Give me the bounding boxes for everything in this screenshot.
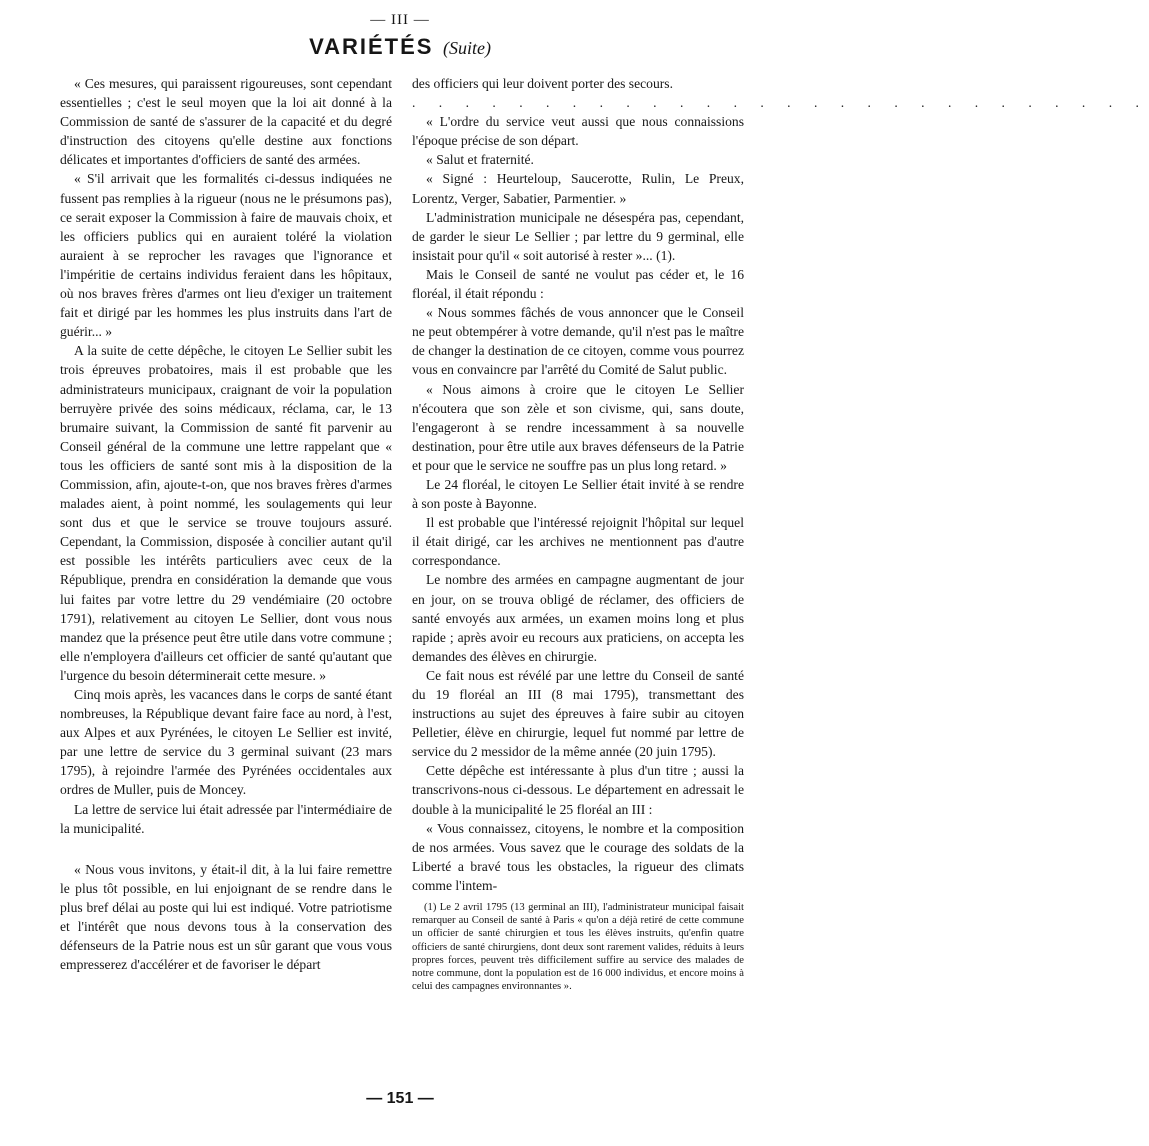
paragraph: Cinq mois après, les vacances dans le corps de santé étant nombreuses, la République devant faire face au nord, à l'est, aux Alpes et aux Pyrénées, le citoyen Le Sellier est invité, par une lettre de service du 3 germinal suivant (23 mars 1795), à rejoindre l'armée des Pyrénées occidentales aux ordres de Muller, puis de Moncey.: [60, 687, 392, 798]
paragraph: « L'ordre du service veut aussi que nous connaissions l'époque précise de son départ.: [412, 114, 744, 149]
paragraph: « Vous connaissez, citoyens, le nombre et la composition de nos armées. Vous savez que le courage des soldats de la Liberté a bravé tous les obstacles, la rigueur des climats comme l'intem-: [412, 820, 744, 893]
footnote-text: (1) Le 2 avril 1795 (13 germinal an III), l'administrateur municipal faisait remarquer au Conseil de santé à Paris « qu'on a déjà retiré de cette commune un officier de santé chirurgien et tous les élèves instruits, qu'enfin quatre officiers de santé chirurgiens, dont deux sont rarement valides, réduits à leurs propres forces, peuvent très difficilement suffire au service des malades de notre commune, dont la population est de 16 000 individus, et encore moins à celui des campagnes environnantes ».: [412, 902, 744, 993]
page-number: — 151 —: [366, 1090, 434, 1107]
paragraph: « Nous sommes fâchés de vous annoncer que le Conseil ne peut obtempérer à votre demande, qu'il n'est pas le maître de changer la destination de ce citoyen, comme vous pourrez vous en convaincre par l'arrêté du Comité de Salut public.: [412, 305, 744, 378]
footnote: [412, 901, 744, 993]
paragraph: La lettre de service lui était adressée par l'intermédiaire de la municipalité.: [60, 801, 392, 836]
paragraph: « Salut et fraternité.: [426, 152, 534, 168]
title-subtitle: (Suite): [442, 38, 491, 58]
paragraph: « Nous aimons à croire que le citoyen Le Sellier n'écoutera que son zèle et son civisme, qui, sans doute, l'engageront à se rendre incessamment à sa nouvelle destination, pour être utile aux braves défenseurs de la Patrie et pour que le service ne souffre pas un plus long retard. »: [412, 381, 744, 473]
paragraph: « Ces mesures, qui paraissent rigoureuses, sont cependant essentielles ; c'est le seul moyen que la loi ait donné à la Commission de santé de s'assurer de la capacité et du degré d'instruction des citoyens qu'elle destine aux fonctions délicates et importantes d'officiers de santé des armées.: [60, 76, 392, 168]
paragraph: A la suite de cette dépêche, le citoyen Le Sellier subit les trois épreuves probatoires, mais il est probable que les administrateurs municipaux, craignant de voir la population berruyère privée des soins médicaux, réclama, car, le 13 brumaire suivant, la Commission de santé fit parvenir au Conseil général de la commune une lettre rappelant que « tous les officiers de santé sont mis à la disposition de la Commission, afin, ajoute-t-on, que nos braves frères d'armes malades aient, à point nommé, les soulagements qui leur sont dus et que le service se trouve toujours assuré. Cependant, la Commission, disposée à concilier autant qu'il est possible les intérêts particuliers avec ceux de la République, prendra en considération la demande que vous lui faites par votre lettre du 29 vendémiaire (20 octobre 1791), relativement au citoyen Le Sellier, dont vous nous mandez que la présence peut être utile dans votre commune ; elle n'employera d'ailleurs cet officier de santé qu'autant que l'urgence du besoin déterminerait cette mesure. »: [60, 343, 392, 683]
paragraph: « Nous vous invitons, y était-il dit, à la lui faire remettre le plus tôt possible, en lui enjoignant de se rendre dans le plus bref délai au poste qui lui est indiqué. Votre patriotisme et l'intérêt que nous devons tous à la conservation des défenseurs de la Patrie nous est un sûr garant que vous vous empresserez d'accélérer et de favoriser le départ: [60, 861, 392, 973]
ellipsis-separator: . . . . . . . . . . . . . . . . . . . . . . . . . . . .: [412, 95, 1149, 111]
paragraph: L'administration municipale ne désespéra pas, cependant, de garder le sieur Le Sellier ; par lettre du 9 germinal, elle insistait pour qu'il « soit autorisé à rester »... (1).: [412, 209, 744, 263]
paragraph: des officiers qui leur doivent porter des secours.: [412, 76, 673, 91]
page-title: [0, 34, 800, 60]
paragraph: Il est probable que l'intéressé rejoignit l'hôpital sur lequel il était dirigé, car les archives ne mentionnent pas d'autre correspondance.: [412, 515, 744, 569]
left-column: [60, 74, 392, 974]
paragraph: Cette dépêche est intéressante à plus d'un titre ; aussi la transcrivons-nous ci-dessous. Le département en adressait le double à la municipalité le 25 floréal an III :: [412, 763, 744, 817]
paragraph: « Signé : Heurteloup, Saucerotte, Rulin, Le Preux, Lorentz, Verger, Sabatier, Parmentier. »: [412, 171, 744, 206]
paragraph: Mais le Conseil de santé ne voulut pas céder et, le 16 floréal, il était répondu :: [412, 266, 744, 302]
paragraph: Le 24 floréal, le citoyen Le Sellier était invité à se rendre à son poste à Bayonne.: [412, 476, 744, 512]
section-number: — III —: [370, 12, 430, 28]
paragraph: « S'il arrivait que les formalités ci-dessus indiquées ne fussent pas remplies à la rigueur (nous ne le présumons pas), ce serait exposer la Commission à faire de mauvais choix, et les officiers publics qui en auraient toléré la violation auraient à se reprocher les ravages que l'ignorance et l'impéritie de certains individus feraient dans les hôpitaux, où nos braves frères d'armes ont lieu d'exiger un traitement fait et dirigé par les hommes les plus instruits dans l'art de guérir... »: [60, 171, 392, 340]
paragraph: Le nombre des armées en campagne augmentant de jour en jour, on se trouva obligé de réclamer, des officiers de santé envoyés aux armées, un examen moins long et plus rapide ; après avoir eu recours aux praticiens, on accepta les demandes des élèves en chirurgie.: [412, 572, 744, 664]
paragraph: Ce fait nous est révélé par une lettre du Conseil de santé du 19 floréal an III (8 mai 1795), transmettant des instructions au sujet des épreuves à faire subir au citoyen Pelletier, élève en chirurgie, lequel fut nommé par lettre de service du 2 messidor de la même année (20 juin 1795).: [412, 667, 744, 760]
title-main: VARIÉTÉS: [309, 34, 434, 59]
right-column: [412, 74, 1149, 993]
